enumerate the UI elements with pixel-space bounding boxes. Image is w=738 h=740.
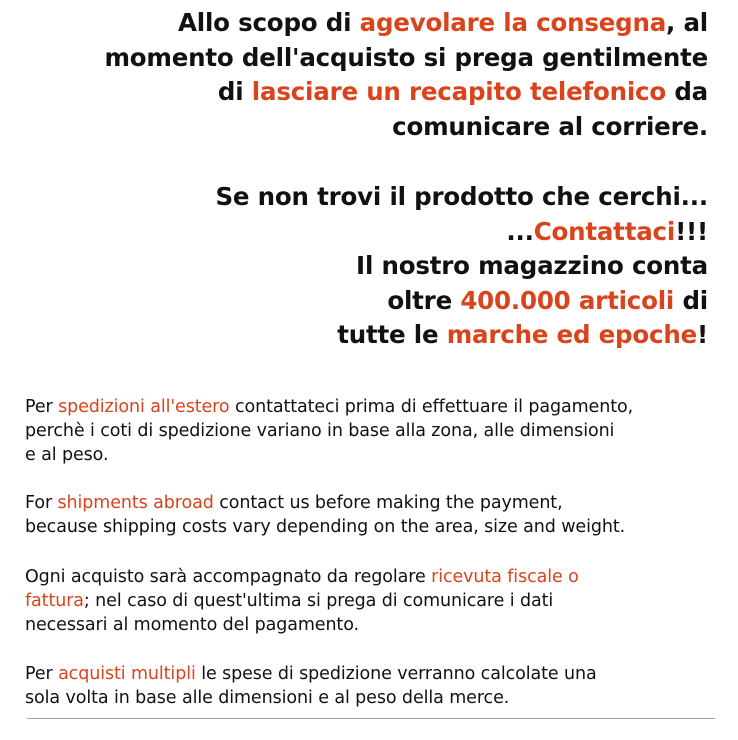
delivery-notice-line-3: di lasciare un recapito telefonico da xyxy=(217,77,708,106)
highlight-agevolare-consegna: agevolare la consegna xyxy=(359,8,667,37)
bottom-divider xyxy=(27,718,715,719)
contact-notice-line-3: Il nostro magazzino conta xyxy=(356,251,708,280)
highlight-marche-epoche: marche ed epoche xyxy=(446,320,698,349)
contact-notice xyxy=(215,180,708,353)
highlight-recapito-telefonico: lasciare un recapito telefonico xyxy=(251,77,666,106)
highlight-fattura: fattura xyxy=(25,591,84,611)
highlight-acquisti-multipli: acquisti multipli xyxy=(58,664,196,684)
contact-notice-line-4: oltre 400.000 articoli di xyxy=(387,285,708,315)
paragraph-multiple-purchases: Per acquisti multipli le spese di spedizione verranno calcolate una sola volta in base alle dimensioni e al peso della merce. xyxy=(25,664,597,708)
paragraph-receipt-invoice: Ogni acquisto sarà accompagnato da regolare ricevuta fiscale o fattura; nel caso di quest'ultima si prega di comunicare i dati necessari al momento del pagamento. xyxy=(25,567,579,635)
delivery-notice-line-4: comunicare al corriere. xyxy=(392,111,708,141)
contattaci-link[interactable]: Contattaci xyxy=(533,216,676,246)
highlight-spedizioni-estero: spedizioni all'estero xyxy=(58,397,230,417)
delivery-notice-line-1: Allo scopo di agevolare la consegna, al xyxy=(177,8,708,37)
contact-notice-line-5: tutte le marche ed epoche! xyxy=(337,320,708,349)
delivery-notice-line-2: momento dell'acquisto si prega gentilmente xyxy=(104,42,708,72)
highlight-400000-articoli: 400.000 articoli xyxy=(460,285,675,315)
contact-notice-line-2: ...Contattaci!!! xyxy=(506,216,708,246)
paragraph-shipping-abroad-en: For shipments abroad contact us before making the payment, because shipping costs vary depending on the area, size and weight. xyxy=(25,493,626,537)
contact-notice-line-1: Se non trovi il prodotto che cerchi... xyxy=(215,182,708,211)
paragraph-shipping-abroad-it: Per spedizioni all'estero contattateci prima di effettuare il pagamento, perchè i coti di spedizione variano in base alla zona, alle dimensioni e al peso. xyxy=(25,397,634,465)
highlight-ricevuta-fiscale: ricevuta fiscale o xyxy=(431,567,579,587)
highlight-shipments-abroad: shipments abroad xyxy=(57,493,214,513)
delivery-notice xyxy=(104,6,708,144)
